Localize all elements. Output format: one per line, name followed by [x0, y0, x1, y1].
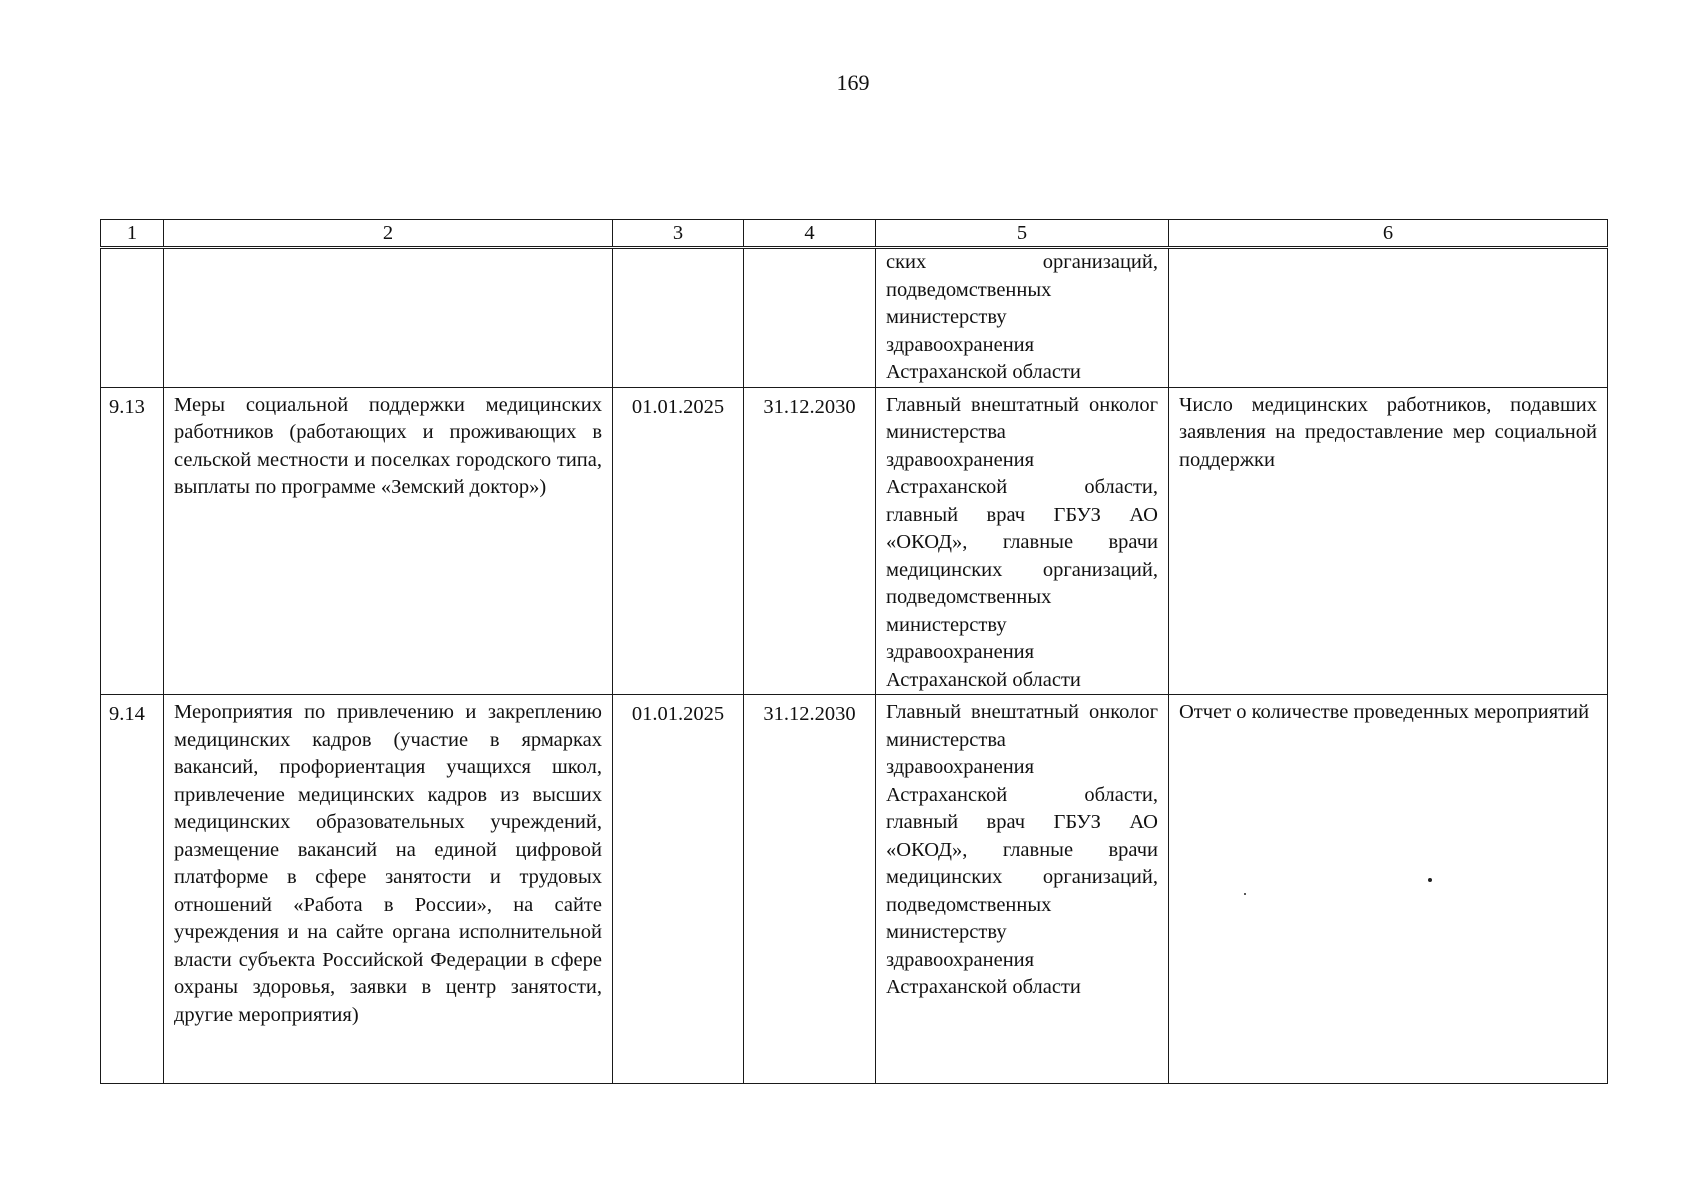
cell-empty: [744, 248, 876, 388]
cell-number: 9.14: [101, 695, 164, 1084]
table-row: [101, 387, 1608, 695]
header-col-5: 5: [876, 220, 1169, 248]
header-col-6: 6: [1169, 220, 1608, 248]
cell-indicator: Число медицинских работников, подавших заявления на предоставление мер социальной поддержки: [1169, 387, 1608, 695]
cell-responsible: Главный внештатный онколог министерства здравоохранения Астраханской области, главный врач ГБУЗ АО «ОКОД», главные врачи медицинских организаций, подведомственных министерству здравоохранения Астраханской области: [876, 387, 1169, 695]
cell-end-date: 31.12.2030: [744, 387, 876, 695]
table-row: [101, 695, 1608, 1084]
cell-start-date: 01.01.2025: [613, 387, 744, 695]
cell-empty: [613, 248, 744, 388]
scan-speck: [1428, 878, 1432, 882]
cell-measure: Меры социальной поддержки медицинских работников (работающих и проживающих в сельской местности и поселках городского типа, выплаты по программе «Земский доктор»): [164, 387, 613, 695]
scan-speck: [1244, 893, 1246, 895]
plan-table: [100, 219, 1608, 1084]
header-col-2: 2: [164, 220, 613, 248]
header-col-3: 3: [613, 220, 744, 248]
cell-measure: Мероприятия по привлечению и закреплению медицинских кадров (участие в ярмарках вакансий, профориентация учащихся школ, привлечение медицинских кадров из высших медицинских образовательных учреждений, размещение вакансий на единой цифровой платформе в сфере занятости и трудовых отношений «Работа в России», на сайте учреждения и на сайте органа исполнительной власти субъекта Российской Федерации в сфере охраны здоровья, заявки в центр занятости, другие мероприятия): [164, 695, 613, 1084]
table-row-continuation: [101, 248, 1608, 388]
header-col-4: 4: [744, 220, 876, 248]
cell-number: 9.13: [101, 387, 164, 695]
cell-start-date: 01.01.2025: [613, 695, 744, 1084]
cell-responsible-continuation: ских организаций, подведомственных министерству здравоохранения Астраханской области: [876, 248, 1169, 388]
cell-indicator: Отчет о количестве проведенных мероприятий: [1169, 695, 1608, 1084]
cell-end-date: 31.12.2030: [744, 695, 876, 1084]
header-col-1: 1: [101, 220, 164, 248]
cell-empty: [101, 248, 164, 388]
cell-empty: [164, 248, 613, 388]
cell-empty: [1169, 248, 1608, 388]
table-header: [101, 220, 1608, 248]
page-number: 169: [836, 70, 870, 95]
cell-responsible: Главный внештатный онколог министерства здравоохранения Астраханской области, главный врач ГБУЗ АО «ОКОД», главные врачи медицинских организаций, подведомственных министерству здравоохранения Астраханской области: [876, 695, 1169, 1084]
